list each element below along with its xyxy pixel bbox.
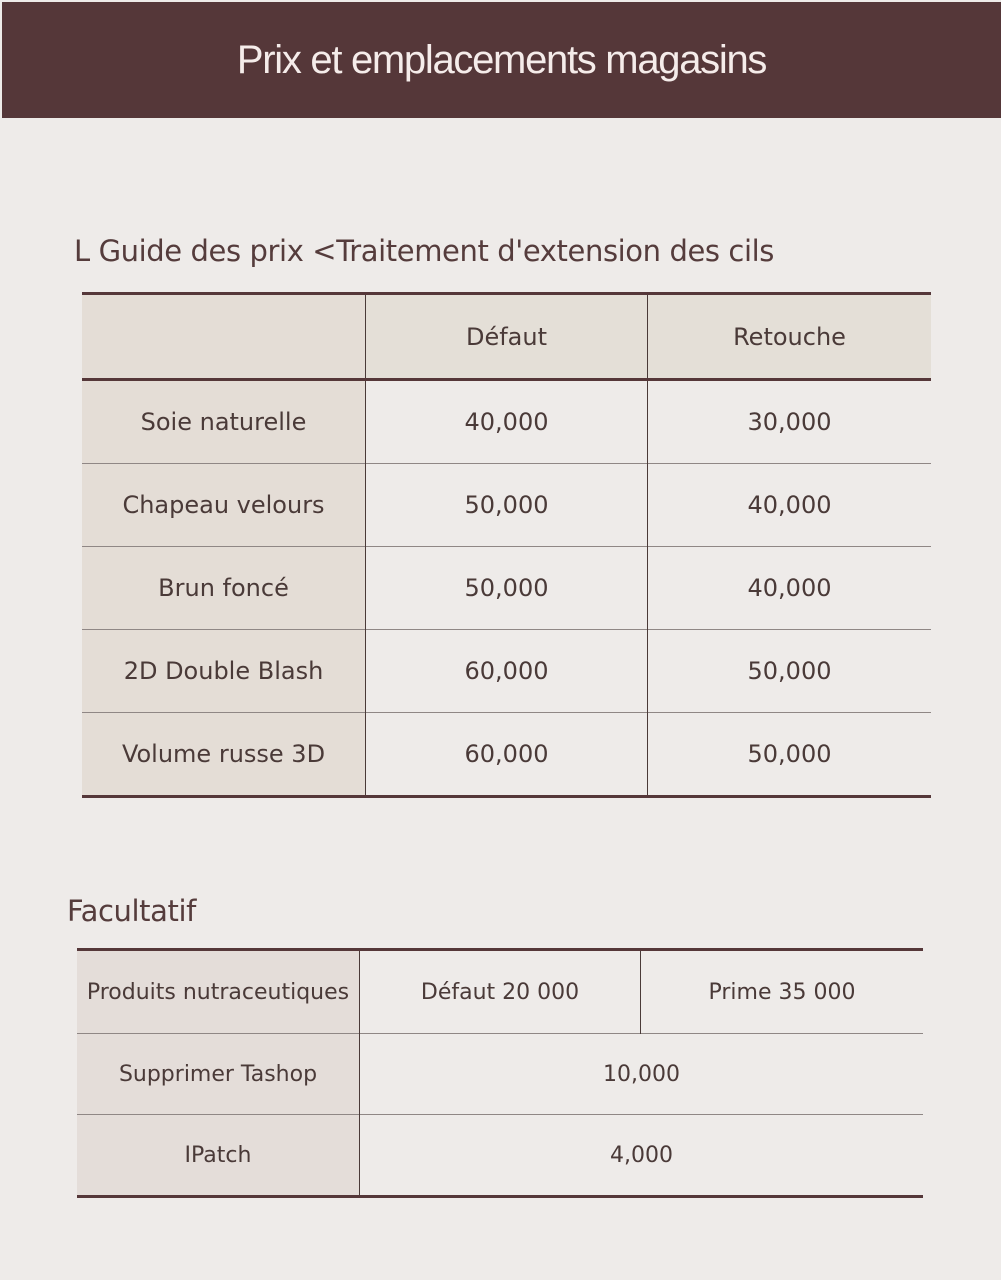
optional-table <box>77 948 923 1198</box>
page-title: Prix et emplacements magasins <box>236 37 767 82</box>
default-price: 40,000 <box>366 380 648 464</box>
price: 10,000 <box>360 1034 924 1115</box>
table-row <box>82 464 931 547</box>
row-label: Brun foncé <box>82 547 366 630</box>
row-label: Supprimer Tashop <box>77 1034 360 1115</box>
retouch-price: 50,000 <box>648 713 932 797</box>
row-label: Volume russe 3D <box>82 713 366 797</box>
default-price: 60,000 <box>366 630 648 713</box>
row-label: 2D Double Blash <box>82 630 366 713</box>
table-row <box>77 1034 923 1115</box>
default-price: Défaut 20 000 <box>360 950 641 1034</box>
price: 4,000 <box>360 1115 924 1197</box>
premium-price: Prime 35 000 <box>641 950 924 1034</box>
table-row <box>82 713 931 797</box>
default-price: 50,000 <box>366 547 648 630</box>
row-label: Soie naturelle <box>82 380 366 464</box>
row-label: IPatch <box>77 1115 360 1197</box>
table-row <box>77 1115 923 1197</box>
column-header-blank <box>82 294 366 380</box>
table-row <box>82 380 931 464</box>
retouch-price: 30,000 <box>648 380 932 464</box>
optional-title: Facultatif <box>67 894 196 928</box>
row-label: Chapeau velours <box>82 464 366 547</box>
price-guide-title: L Guide des prix <Traitement d'extension des cils <box>74 234 774 268</box>
table-row <box>77 950 923 1034</box>
column-header-default: Défaut <box>366 294 648 380</box>
default-price: 60,000 <box>366 713 648 797</box>
default-price: 50,000 <box>366 464 648 547</box>
table-row <box>82 547 931 630</box>
table-row <box>82 630 931 713</box>
retouch-price: 50,000 <box>648 630 932 713</box>
table-header-row <box>82 294 931 380</box>
column-header-retouch: Retouche <box>648 294 932 380</box>
page-header <box>2 2 1001 118</box>
row-label: Produits nutraceutiques <box>77 950 360 1034</box>
price-guide-table <box>82 292 931 798</box>
retouch-price: 40,000 <box>648 547 932 630</box>
retouch-price: 40,000 <box>648 464 932 547</box>
